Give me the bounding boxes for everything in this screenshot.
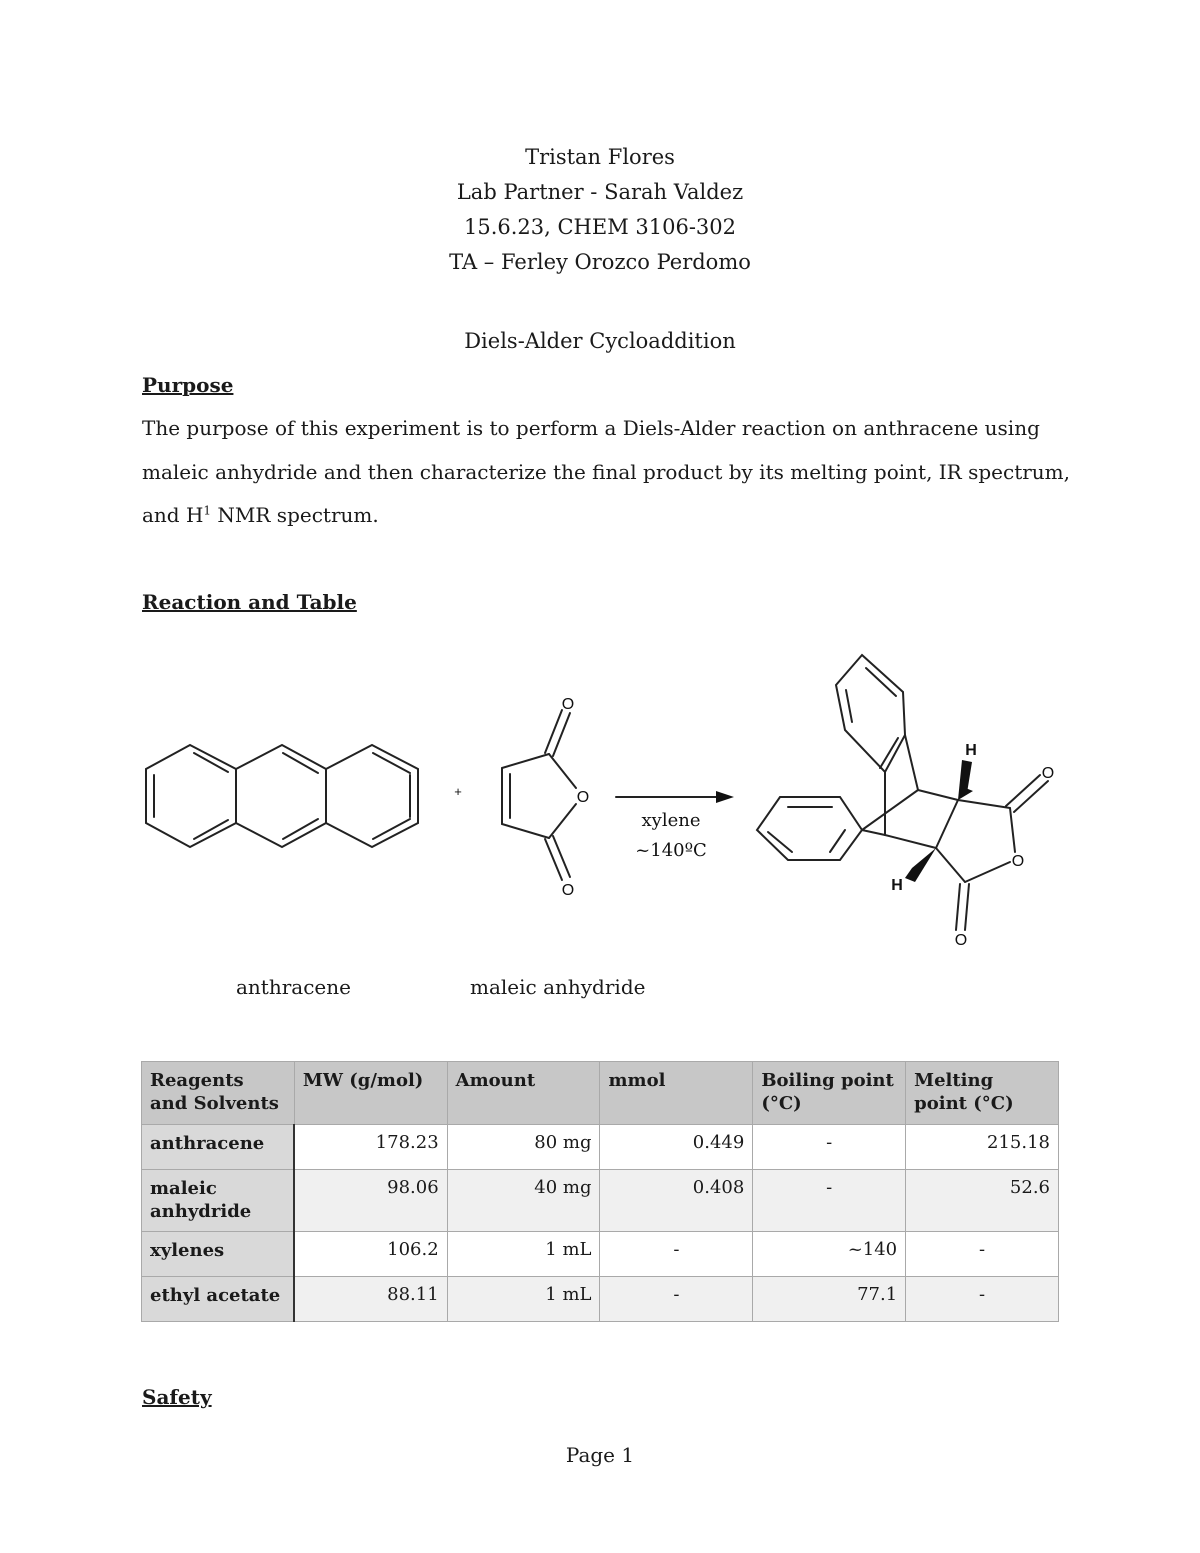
experiment-title: Diels-Alder Cycloaddition: [464, 329, 736, 353]
col-header: Boiling point (°C): [753, 1062, 906, 1125]
atom-o-2: O: [576, 789, 590, 806]
author-name: Tristan Flores: [525, 145, 675, 169]
reagent-name: ethyl acetate: [142, 1277, 295, 1322]
atom-o-6: O: [954, 932, 968, 949]
atom-o-5: O: [1011, 853, 1025, 870]
table-cell: -: [600, 1232, 753, 1277]
table-header-row: [142, 1062, 1059, 1125]
label-anthracene: anthracene: [236, 975, 351, 999]
table-row: [142, 1232, 1059, 1277]
solvent-label: xylene: [641, 810, 701, 831]
purpose-heading: Purpose: [142, 373, 234, 397]
table-cell: 106.2: [294, 1232, 447, 1277]
table-cell: -: [753, 1170, 906, 1232]
table-cell: 215.18: [906, 1125, 1059, 1170]
table-cell: 40 mg: [447, 1170, 600, 1232]
reaction-scheme: [0, 640, 1200, 970]
purpose-superscript: 1: [203, 503, 212, 518]
atom-o-1: O: [561, 696, 575, 713]
table-cell: -: [906, 1277, 1059, 1322]
purpose-text-1: The purpose of this experiment is to perform a Diels-Alder reaction on anthracene using maleic anhydride and then characterize the final product by its melting point, IR spectrum, and H: [142, 416, 1070, 527]
table-cell: 178.23: [294, 1125, 447, 1170]
table-row: [142, 1170, 1059, 1232]
safety-heading: Safety: [142, 1385, 212, 1409]
atom-o-4: O: [1041, 765, 1055, 782]
reagent-name: maleic anhydride: [142, 1170, 295, 1232]
reaction-heading: Reaction and Table: [142, 590, 357, 614]
col-header: MW (g/mol): [294, 1062, 447, 1125]
col-header: mmol: [600, 1062, 753, 1125]
plus-sign: +: [454, 784, 462, 799]
table-cell: 0.449: [600, 1125, 753, 1170]
table-cell: 98.06: [294, 1170, 447, 1232]
table-cell: 77.1: [753, 1277, 906, 1322]
table-cell: 1 mL: [447, 1277, 600, 1322]
table-cell: 88.11: [294, 1277, 447, 1322]
col-header: Reagents and Solvents: [142, 1062, 295, 1125]
teaching-assistant: TA – Ferley Orozco Perdomo: [449, 250, 751, 274]
atom-o-3: O: [561, 882, 575, 899]
reagent-name: anthracene: [142, 1125, 295, 1170]
table-cell: 80 mg: [447, 1125, 600, 1170]
atom-h-1: H: [965, 742, 977, 759]
table-cell: -: [906, 1232, 1059, 1277]
lab-partner: Lab Partner - Sarah Valdez: [456, 180, 744, 204]
anthracene-structure: [146, 745, 418, 847]
table-cell: 52.6: [906, 1170, 1059, 1232]
atom-h-2: H: [891, 877, 903, 894]
date-course: 15.6.23, CHEM 3106-302: [463, 215, 736, 239]
table-row: [142, 1277, 1059, 1322]
table-cell: 0.408: [600, 1170, 753, 1232]
col-header: Amount: [447, 1062, 600, 1125]
reagent-name: xylenes: [142, 1232, 295, 1277]
purpose-paragraph: [142, 407, 1072, 538]
table-cell: ~140: [753, 1232, 906, 1277]
label-maleic-anhydride: maleic anhydride: [470, 975, 646, 999]
maleic-anhydride-structure: [502, 710, 576, 880]
reagents-table: [141, 1061, 1059, 1322]
temperature-label: ~140ºC: [635, 840, 707, 861]
table-cell: 1 mL: [447, 1232, 600, 1277]
col-header: Melting point (°C): [906, 1062, 1059, 1125]
table-cell: -: [600, 1277, 753, 1322]
purpose-text-2: NMR spectrum.: [211, 503, 379, 527]
table-cell: -: [753, 1125, 906, 1170]
page-number: Page 1: [565, 1443, 635, 1467]
table-row: [142, 1125, 1059, 1170]
arrow-head: [716, 791, 734, 803]
